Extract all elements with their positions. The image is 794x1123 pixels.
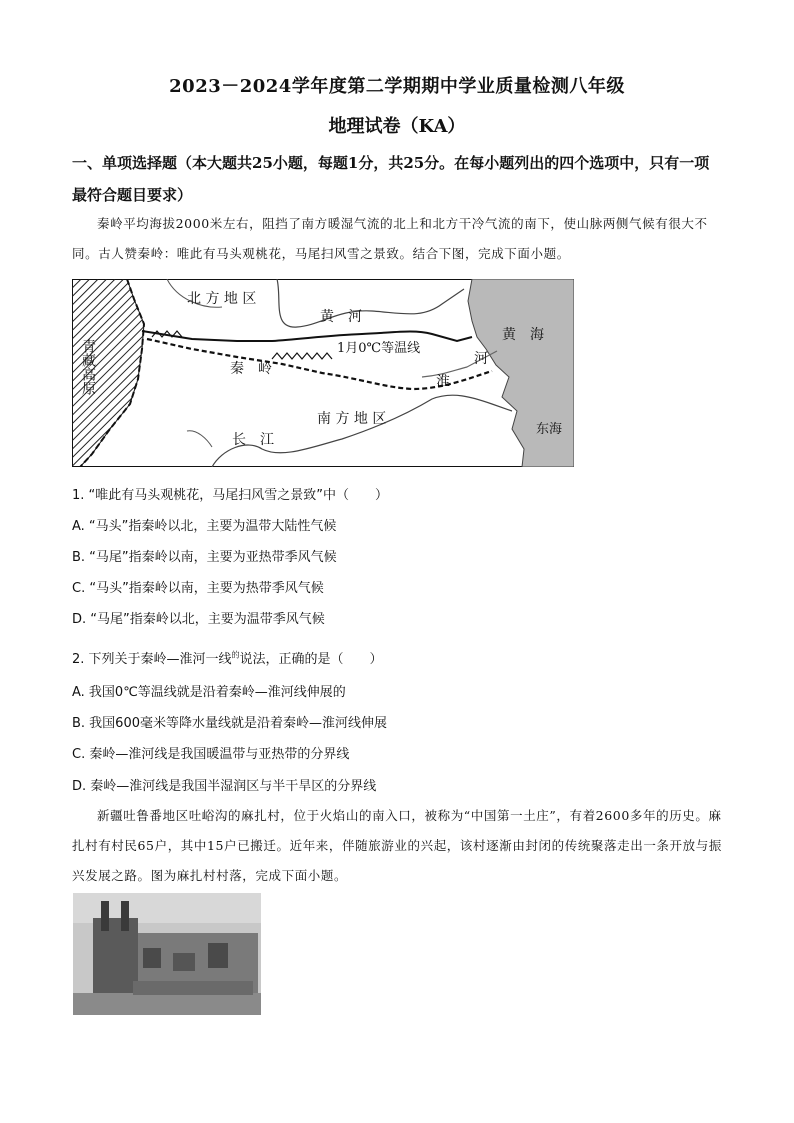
label-north: 北 方 地 区 [187,291,257,307]
question-2-option-d[interactable]: D. 秦岭—淮河线是我国半湿润区与半干旱区的分界线 [72,779,377,794]
label-he: 河 [474,351,488,367]
section-heading: 一、单项选择题（本大题共25小题，每题1分，共25分。在每小题列出的四个选项中，只有一项最符合题目要求） [72,154,710,204]
label-huanghai: 黄 海 [502,327,544,343]
question-1-option-d[interactable]: D. “马尾”指秦岭以北，主要为温带季风气候 [72,612,325,627]
passage-mazha: 新疆吐鲁番地区吐峪沟的麻扎村，位于火焰山的南入口，被称为“中国第一土庄”，有着2600多年的历史。麻扎村有村民65户，其中15户已搬迁。近年来，伴随旅游业的兴起，该村逐渐由封闭的传统聚落走出一条开放与振兴发展之路。图为麻扎村村落，完成下面小题。 [72,808,722,883]
question-2-option-c[interactable]: C. 秦岭—淮河线是我国暖温带与亚热带的分界线 [72,747,350,762]
label-isotherm: 1月0℃等温线 [337,341,421,356]
label-donghai: 东海 [536,422,563,437]
question-2-stem-tail: 说法，正确的是（ ） [239,652,383,667]
question-1-stem: 1. “唯此有马头观桃花，马尾扫风雪之景致”中（ ） [72,488,389,503]
question-2-stem-sup: 的 [231,650,240,660]
question-2-option-a[interactable]: A. 我国0℃等温线就是沿着秦岭—淮河线伸展的 [72,685,346,700]
question-1-option-a[interactable]: A. “马头”指秦岭以北，主要为温带大陆性气候 [72,519,337,534]
passage-qinling: 秦岭平均海拔2000米左右，阻挡了南方暖湿气流的北上和北方干冷气流的南下，使山脉两侧气候有很大不同。古人赞秦岭：唯此有马头观桃花，马尾扫风雪之景致。结合下图，完成下面小题。 [72,216,708,261]
page-subtitle: 地理试卷（KA） [328,116,466,137]
question-1-option-b[interactable]: B. “马尾”指秦岭以南，主要为亚热带季风气候 [72,550,337,565]
question-1-option-c[interactable]: C. “马头”指秦岭以南，主要为热带季风气候 [72,581,324,596]
label-qinling: 秦 岭 [230,361,272,377]
label-huanghe: 黄 河 [320,309,362,325]
village-photo [73,893,261,1015]
label-changjiang: 长 江 [232,432,274,448]
qinling-huaihe-map [72,279,574,467]
label-plateau: 青藏高原 [80,339,96,395]
label-huai: 淮 [436,374,450,390]
label-south: 南 方 地 区 [317,411,387,427]
page-title: 2023－2024学年度第二学期期中学业质量检测八年级 [169,76,625,97]
question-2-stem-head: 2. 下列关于秦岭—淮河一线 [72,652,232,667]
question-2-stem [72,648,383,667]
question-2-option-b[interactable]: B. 我国600毫米等降水量线就是沿着秦岭—淮河线伸展 [72,716,387,731]
